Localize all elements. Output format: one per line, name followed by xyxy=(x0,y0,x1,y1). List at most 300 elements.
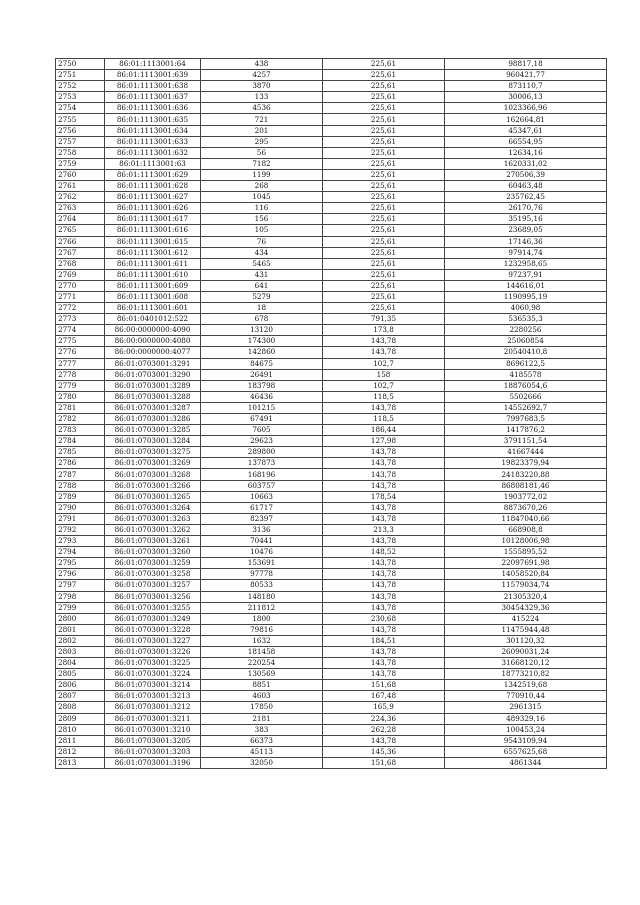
row-number-cell: 2762 xyxy=(56,192,105,203)
row-number-cell: 2808 xyxy=(56,702,105,713)
area-cell: 67491 xyxy=(201,414,323,425)
table-row xyxy=(56,691,607,702)
value-cell: 2280256 xyxy=(445,325,607,336)
rate-cell: 225,61 xyxy=(323,214,445,225)
area-cell: 10476 xyxy=(201,547,323,558)
value-cell: 26090031,24 xyxy=(445,646,607,657)
cadastral-number-cell: 86:01:0703001:3203 xyxy=(105,746,201,757)
rate-cell: 167,48 xyxy=(323,691,445,702)
rate-cell: 158 xyxy=(323,369,445,380)
value-cell: 97914,74 xyxy=(445,247,607,258)
row-number-cell: 2802 xyxy=(56,635,105,646)
rate-cell: 213,3 xyxy=(323,524,445,535)
cadastral-number-cell: 86:01:1113001:626 xyxy=(105,203,201,214)
row-number-cell: 2790 xyxy=(56,502,105,513)
area-cell: 45113 xyxy=(201,746,323,757)
cadastral-number-cell: 86:01:0703001:3212 xyxy=(105,702,201,713)
area-cell: 220254 xyxy=(201,658,323,669)
row-number-cell: 2752 xyxy=(56,81,105,92)
value-cell: 1903772,02 xyxy=(445,491,607,502)
cadastral-number-cell: 86:01:1113001:601 xyxy=(105,303,201,314)
table-row xyxy=(56,680,607,691)
rate-cell: 225,61 xyxy=(323,303,445,314)
row-number-cell: 2810 xyxy=(56,724,105,735)
value-cell: 8873670,26 xyxy=(445,502,607,513)
area-cell: 29623 xyxy=(201,436,323,447)
value-cell: 7997683,5 xyxy=(445,414,607,425)
value-cell: 41667444 xyxy=(445,447,607,458)
area-cell: 289800 xyxy=(201,447,323,458)
row-number-cell: 2770 xyxy=(56,280,105,291)
table-row xyxy=(56,724,607,735)
cadastral-number-cell: 86:01:1113001:635 xyxy=(105,114,201,125)
table-row xyxy=(56,414,607,425)
rate-cell: 118,5 xyxy=(323,391,445,402)
area-cell: 80533 xyxy=(201,580,323,591)
table-row xyxy=(56,280,607,291)
rate-cell: 225,61 xyxy=(323,103,445,114)
rate-cell: 225,61 xyxy=(323,192,445,203)
rate-cell: 225,61 xyxy=(323,92,445,103)
value-cell: 1555895,52 xyxy=(445,547,607,558)
cadastral-number-cell: 86:01:0703001:3255 xyxy=(105,602,201,613)
table-row xyxy=(56,81,607,92)
rate-cell: 143,78 xyxy=(323,469,445,480)
table-row xyxy=(56,624,607,635)
cadastral-number-cell: 86:01:0703001:3211 xyxy=(105,713,201,724)
area-cell: 7605 xyxy=(201,425,323,436)
cadastral-number-cell: 86:01:0703001:3287 xyxy=(105,402,201,413)
area-cell: 56 xyxy=(201,147,323,158)
value-cell: 6557625,68 xyxy=(445,746,607,757)
table-row xyxy=(56,92,607,103)
area-cell: 201 xyxy=(201,125,323,136)
table-row xyxy=(56,236,607,247)
area-cell: 4536 xyxy=(201,103,323,114)
row-number-cell: 2778 xyxy=(56,369,105,380)
rate-cell: 184,51 xyxy=(323,635,445,646)
value-cell: 301120,32 xyxy=(445,635,607,646)
row-number-cell: 2789 xyxy=(56,491,105,502)
cadastral-number-cell: 86:01:0703001:3257 xyxy=(105,580,201,591)
table-row xyxy=(56,447,607,458)
row-number-cell: 2787 xyxy=(56,469,105,480)
cadastral-number-cell: 86:01:1113001:627 xyxy=(105,192,201,203)
rate-cell: 143,78 xyxy=(323,624,445,635)
value-cell: 23689,05 xyxy=(445,225,607,236)
table-row xyxy=(56,757,607,768)
value-cell: 1190995,19 xyxy=(445,291,607,302)
area-cell: 1045 xyxy=(201,192,323,203)
rate-cell: 178,54 xyxy=(323,491,445,502)
table-row xyxy=(56,491,607,502)
cadastral-number-cell: 86:01:0703001:3264 xyxy=(105,502,201,513)
area-cell: 66373 xyxy=(201,735,323,746)
rate-cell: 225,61 xyxy=(323,59,445,70)
rate-cell: 143,78 xyxy=(323,669,445,680)
value-cell: 770910,44 xyxy=(445,691,607,702)
rate-cell: 230,68 xyxy=(323,613,445,624)
rate-cell: 225,61 xyxy=(323,136,445,147)
row-number-cell: 2767 xyxy=(56,247,105,258)
rate-cell: 143,78 xyxy=(323,536,445,547)
area-cell: 17850 xyxy=(201,702,323,713)
rate-cell: 173,8 xyxy=(323,325,445,336)
rate-cell: 143,78 xyxy=(323,347,445,358)
rate-cell: 225,61 xyxy=(323,147,445,158)
rate-cell: 225,61 xyxy=(323,181,445,192)
area-cell: 70441 xyxy=(201,536,323,547)
cadastral-number-cell: 86:01:0703001:3290 xyxy=(105,369,201,380)
rate-cell: 225,61 xyxy=(323,225,445,236)
table-row xyxy=(56,258,607,269)
table-row xyxy=(56,591,607,602)
table-row xyxy=(56,524,607,535)
value-cell: 536535,3 xyxy=(445,314,607,325)
row-number-cell: 2798 xyxy=(56,591,105,602)
value-cell: 873110,7 xyxy=(445,81,607,92)
value-cell: 11847040,66 xyxy=(445,513,607,524)
value-cell: 12634,16 xyxy=(445,147,607,158)
cadastral-number-cell: 86:01:1113001:634 xyxy=(105,125,201,136)
table-row xyxy=(56,247,607,258)
value-cell: 86808181,46 xyxy=(445,480,607,491)
row-number-cell: 2753 xyxy=(56,92,105,103)
value-cell: 5502666 xyxy=(445,391,607,402)
row-number-cell: 2788 xyxy=(56,480,105,491)
rate-cell: 151,68 xyxy=(323,757,445,768)
value-cell: 489329,16 xyxy=(445,713,607,724)
row-number-cell: 2801 xyxy=(56,624,105,635)
table-row xyxy=(56,669,607,680)
table-row xyxy=(56,513,607,524)
cadastral-number-cell: 86:01:1113001:629 xyxy=(105,169,201,180)
row-number-cell: 2784 xyxy=(56,436,105,447)
cadastral-number-cell: 86:01:1113001:636 xyxy=(105,103,201,114)
rate-cell: 791,35 xyxy=(323,314,445,325)
area-cell: 2181 xyxy=(201,713,323,724)
cadastral-number-cell: 86:01:1113001:615 xyxy=(105,236,201,247)
area-cell: 3870 xyxy=(201,81,323,92)
area-cell: 26491 xyxy=(201,369,323,380)
row-number-cell: 2782 xyxy=(56,414,105,425)
area-cell: 76 xyxy=(201,236,323,247)
area-cell: 130569 xyxy=(201,669,323,680)
table-row xyxy=(56,402,607,413)
table-row xyxy=(56,502,607,513)
value-cell: 1342519,68 xyxy=(445,680,607,691)
rate-cell: 225,61 xyxy=(323,269,445,280)
value-cell: 4861344 xyxy=(445,757,607,768)
rate-cell: 225,61 xyxy=(323,203,445,214)
rate-cell: 143,78 xyxy=(323,658,445,669)
cadastral-number-cell: 86:00:0000000:4077 xyxy=(105,347,201,358)
rate-cell: 225,61 xyxy=(323,247,445,258)
cadastral-number-cell: 86:01:0703001:3288 xyxy=(105,391,201,402)
row-number-cell: 2804 xyxy=(56,658,105,669)
value-cell: 100453,24 xyxy=(445,724,607,735)
table-row xyxy=(56,59,607,70)
value-cell: 1417876,2 xyxy=(445,425,607,436)
value-cell: 1023366,96 xyxy=(445,103,607,114)
rate-cell: 225,61 xyxy=(323,158,445,169)
table-row xyxy=(56,613,607,624)
value-cell: 98817,18 xyxy=(445,59,607,70)
value-cell: 270506,39 xyxy=(445,169,607,180)
area-cell: 641 xyxy=(201,280,323,291)
value-cell: 14058520,84 xyxy=(445,569,607,580)
area-cell: 431 xyxy=(201,269,323,280)
value-cell: 668908,8 xyxy=(445,524,607,535)
row-number-cell: 2755 xyxy=(56,114,105,125)
table-row xyxy=(56,147,607,158)
value-cell: 18876054,6 xyxy=(445,380,607,391)
value-cell: 31668120,12 xyxy=(445,658,607,669)
row-number-cell: 2811 xyxy=(56,735,105,746)
row-number-cell: 2809 xyxy=(56,713,105,724)
area-cell: 8851 xyxy=(201,680,323,691)
row-number-cell: 2803 xyxy=(56,646,105,657)
rate-cell: 262,28 xyxy=(323,724,445,735)
table-row xyxy=(56,314,607,325)
row-number-cell: 2779 xyxy=(56,380,105,391)
cadastral-number-cell: 86:01:0703001:3285 xyxy=(105,425,201,436)
cadastral-number-cell: 86:01:1113001:608 xyxy=(105,291,201,302)
area-cell: 383 xyxy=(201,724,323,735)
rate-cell: 225,61 xyxy=(323,81,445,92)
value-cell: 4060,98 xyxy=(445,303,607,314)
area-cell: 142860 xyxy=(201,347,323,358)
area-cell: 32050 xyxy=(201,757,323,768)
area-cell: 438 xyxy=(201,59,323,70)
cadastral-number-cell: 86:01:0703001:3256 xyxy=(105,591,201,602)
row-number-cell: 2795 xyxy=(56,558,105,569)
table-row xyxy=(56,547,607,558)
cadastral-number-cell: 86:00:0000000:4080 xyxy=(105,336,201,347)
table-row xyxy=(56,713,607,724)
cadastral-number-cell: 86:01:1113001:639 xyxy=(105,70,201,81)
table-row xyxy=(56,458,607,469)
value-cell: 60463,48 xyxy=(445,181,607,192)
area-cell: 116 xyxy=(201,203,323,214)
cadastral-number-cell: 86:01:1113001:617 xyxy=(105,214,201,225)
cadastral-number-cell: 86:01:0703001:3261 xyxy=(105,536,201,547)
row-number-cell: 2765 xyxy=(56,225,105,236)
row-number-cell: 2776 xyxy=(56,347,105,358)
cadastral-number-cell: 86:01:0703001:3224 xyxy=(105,669,201,680)
row-number-cell: 2774 xyxy=(56,325,105,336)
cadastral-number-cell: 86:01:0703001:3226 xyxy=(105,646,201,657)
area-cell: 79816 xyxy=(201,624,323,635)
rate-cell: 145,36 xyxy=(323,746,445,757)
cadastral-number-cell: 86:01:0703001:3286 xyxy=(105,414,201,425)
table-row xyxy=(56,125,607,136)
cadastral-number-cell: 86:01:1113001:64 xyxy=(105,59,201,70)
area-cell: 18 xyxy=(201,303,323,314)
value-cell: 30454329,36 xyxy=(445,602,607,613)
cadastral-number-cell: 86:01:1113001:609 xyxy=(105,280,201,291)
value-cell: 1232958,65 xyxy=(445,258,607,269)
rate-cell: 151,68 xyxy=(323,680,445,691)
cadastral-number-cell: 86:01:1113001:63 xyxy=(105,158,201,169)
area-cell: 97778 xyxy=(201,569,323,580)
value-cell: 25060854 xyxy=(445,336,607,347)
area-cell: 168196 xyxy=(201,469,323,480)
row-number-cell: 2800 xyxy=(56,613,105,624)
cadastral-number-cell: 86:01:0703001:3268 xyxy=(105,469,201,480)
cadastral-number-cell: 86:01:1113001:633 xyxy=(105,136,201,147)
row-number-cell: 2786 xyxy=(56,458,105,469)
cadastral-number-cell: 86:01:0703001:3284 xyxy=(105,436,201,447)
rate-cell: 143,78 xyxy=(323,513,445,524)
value-cell: 19823379,94 xyxy=(445,458,607,469)
value-cell: 97237,91 xyxy=(445,269,607,280)
cadastral-number-cell: 86:01:0703001:3291 xyxy=(105,358,201,369)
row-number-cell: 2766 xyxy=(56,236,105,247)
rate-cell: 102,7 xyxy=(323,358,445,369)
table-row xyxy=(56,646,607,657)
rate-cell: 225,61 xyxy=(323,114,445,125)
row-number-cell: 2757 xyxy=(56,136,105,147)
rate-cell: 165,9 xyxy=(323,702,445,713)
row-number-cell: 2768 xyxy=(56,258,105,269)
row-number-cell: 2799 xyxy=(56,602,105,613)
cadastral-number-cell: 86:01:0703001:3228 xyxy=(105,624,201,635)
table-row xyxy=(56,358,607,369)
rate-cell: 225,61 xyxy=(323,236,445,247)
table-row xyxy=(56,469,607,480)
rate-cell: 143,78 xyxy=(323,480,445,491)
cadastral-number-cell: 86:01:0703001:3259 xyxy=(105,558,201,569)
row-number-cell: 2754 xyxy=(56,103,105,114)
rate-cell: 225,61 xyxy=(323,125,445,136)
row-number-cell: 2751 xyxy=(56,70,105,81)
row-number-cell: 2750 xyxy=(56,59,105,70)
table-row xyxy=(56,580,607,591)
cadastral-number-cell: 86:01:0703001:3260 xyxy=(105,547,201,558)
cadastral-number-cell: 86:01:1113001:610 xyxy=(105,269,201,280)
table-row xyxy=(56,103,607,114)
area-cell: 678 xyxy=(201,314,323,325)
table-row xyxy=(56,635,607,646)
table-row xyxy=(56,536,607,547)
row-number-cell: 2796 xyxy=(56,569,105,580)
cadastral-number-cell: 86:01:0703001:3214 xyxy=(105,680,201,691)
row-number-cell: 2792 xyxy=(56,524,105,535)
row-number-cell: 2756 xyxy=(56,125,105,136)
table-row xyxy=(56,225,607,236)
row-number-cell: 2812 xyxy=(56,746,105,757)
table-row xyxy=(56,325,607,336)
area-cell: 10663 xyxy=(201,491,323,502)
rate-cell: 225,61 xyxy=(323,70,445,81)
rate-cell: 225,61 xyxy=(323,280,445,291)
cadastral-value-table xyxy=(55,58,607,769)
value-cell: 30006,13 xyxy=(445,92,607,103)
rate-cell: 143,78 xyxy=(323,735,445,746)
table-row xyxy=(56,303,607,314)
table-row xyxy=(56,158,607,169)
cadastral-number-cell: 86:01:0703001:3263 xyxy=(105,513,201,524)
rate-cell: 143,78 xyxy=(323,569,445,580)
value-cell: 24183220,88 xyxy=(445,469,607,480)
value-cell: 26170,76 xyxy=(445,203,607,214)
row-number-cell: 2764 xyxy=(56,214,105,225)
table-row xyxy=(56,214,607,225)
cadastral-number-cell: 86:01:0703001:3289 xyxy=(105,380,201,391)
value-cell: 14552692,7 xyxy=(445,402,607,413)
rate-cell: 127,98 xyxy=(323,436,445,447)
cadastral-number-cell: 86:01:0703001:3213 xyxy=(105,691,201,702)
area-cell: 1800 xyxy=(201,613,323,624)
value-cell: 22097691,98 xyxy=(445,558,607,569)
row-number-cell: 2771 xyxy=(56,291,105,302)
area-cell: 5465 xyxy=(201,258,323,269)
row-number-cell: 2793 xyxy=(56,536,105,547)
area-cell: 13120 xyxy=(201,325,323,336)
row-number-cell: 2797 xyxy=(56,580,105,591)
row-number-cell: 2769 xyxy=(56,269,105,280)
value-cell: 2961315 xyxy=(445,702,607,713)
value-cell: 20540410,8 xyxy=(445,347,607,358)
row-number-cell: 2781 xyxy=(56,402,105,413)
table-body xyxy=(56,59,607,769)
rate-cell: 143,78 xyxy=(323,336,445,347)
cadastral-number-cell: 86:01:0703001:3266 xyxy=(105,480,201,491)
area-cell: 7182 xyxy=(201,158,323,169)
area-cell: 84675 xyxy=(201,358,323,369)
value-cell: 1620331,02 xyxy=(445,158,607,169)
row-number-cell: 2785 xyxy=(56,447,105,458)
rate-cell: 143,78 xyxy=(323,646,445,657)
table-row xyxy=(56,114,607,125)
table-row xyxy=(56,192,607,203)
row-number-cell: 2772 xyxy=(56,303,105,314)
row-number-cell: 2763 xyxy=(56,203,105,214)
area-cell: 268 xyxy=(201,181,323,192)
rate-cell: 225,61 xyxy=(323,291,445,302)
row-number-cell: 2758 xyxy=(56,147,105,158)
row-number-cell: 2760 xyxy=(56,169,105,180)
area-cell: 1199 xyxy=(201,169,323,180)
table-row xyxy=(56,269,607,280)
table-row xyxy=(56,291,607,302)
value-cell: 144616,01 xyxy=(445,280,607,291)
table-row xyxy=(56,569,607,580)
rate-cell: 148,52 xyxy=(323,547,445,558)
cadastral-number-cell: 86:01:0703001:3249 xyxy=(105,613,201,624)
cadastral-number-cell: 86:01:1113001:616 xyxy=(105,225,201,236)
rate-cell: 143,78 xyxy=(323,580,445,591)
rate-cell: 143,78 xyxy=(323,458,445,469)
rate-cell: 224,36 xyxy=(323,713,445,724)
rate-cell: 143,78 xyxy=(323,447,445,458)
row-number-cell: 2761 xyxy=(56,181,105,192)
table-row xyxy=(56,169,607,180)
value-cell: 45347,61 xyxy=(445,125,607,136)
area-cell: 46436 xyxy=(201,391,323,402)
area-cell: 211812 xyxy=(201,602,323,613)
area-cell: 4257 xyxy=(201,70,323,81)
table-row xyxy=(56,380,607,391)
value-cell: 10128006,98 xyxy=(445,536,607,547)
table-row xyxy=(56,425,607,436)
area-cell: 603757 xyxy=(201,480,323,491)
area-cell: 295 xyxy=(201,136,323,147)
value-cell: 9543109,94 xyxy=(445,735,607,746)
value-cell: 18773210,82 xyxy=(445,669,607,680)
cadastral-number-cell: 86:01:0703001:3227 xyxy=(105,635,201,646)
